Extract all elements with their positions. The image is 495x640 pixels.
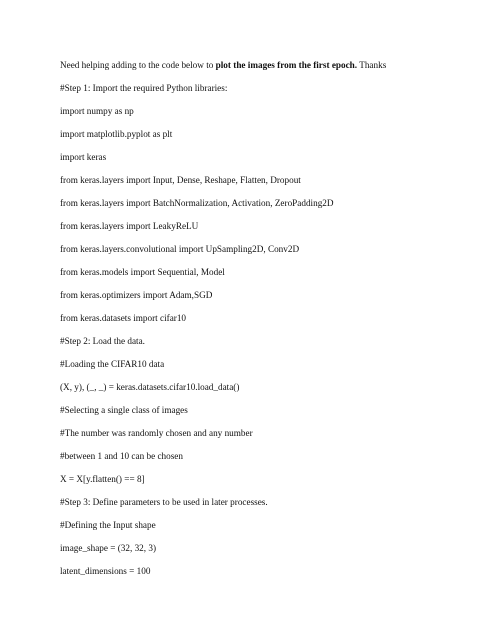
code-line: import keras [60, 152, 107, 162]
code-line: latent_dimensions = 100 [60, 566, 151, 576]
code-line: #Loading the CIFAR10 data [60, 359, 165, 369]
code-line: #Selecting a single class of images [60, 405, 188, 415]
intro-text-end: Thanks [357, 60, 387, 70]
code-line: from keras.models import Sequential, Model [60, 267, 225, 277]
code-line: #Step 3: Define parameters to be used in later processes. [60, 497, 268, 507]
code-line: from keras.layers import Input, Dense, Reshape, Flatten, Dropout [60, 175, 301, 185]
code-line: import numpy as np [60, 106, 134, 116]
code-line: #Step 1: Import the required Python libraries: [60, 83, 228, 93]
intro-text [60, 59, 386, 71]
code-line: from keras.layers.convolutional import UpSampling2D, Conv2D [60, 244, 300, 254]
code-line: #Step 2: Load the data. [60, 336, 145, 346]
code-line: #between 1 and 10 can be chosen [60, 451, 183, 461]
code-line: from keras.optimizers import Adam,SGD [60, 290, 213, 300]
intro-text-bold: plot the images from the first epoch. [215, 60, 358, 70]
code-line: X = X[y.flatten() == 8] [60, 474, 145, 484]
intro-text-start: Need helping adding to the code below to [60, 60, 216, 70]
code-line: from keras.datasets import cifar10 [60, 313, 187, 323]
code-line: from keras.layers import BatchNormalization, Activation, ZeroPadding2D [60, 198, 334, 208]
code-line: import matplotlib.pyplot as plt [60, 129, 173, 139]
code-line: #Defining the Input shape [60, 520, 156, 530]
code-line: (X, y), (_, _) = keras.datasets.cifar10.load_data() [60, 382, 240, 392]
code-line: from keras.layers import LeakyReLU [60, 221, 199, 231]
code-line: image_shape = (32, 32, 3) [60, 543, 157, 553]
code-line: #The number was randomly chosen and any number [60, 428, 253, 438]
